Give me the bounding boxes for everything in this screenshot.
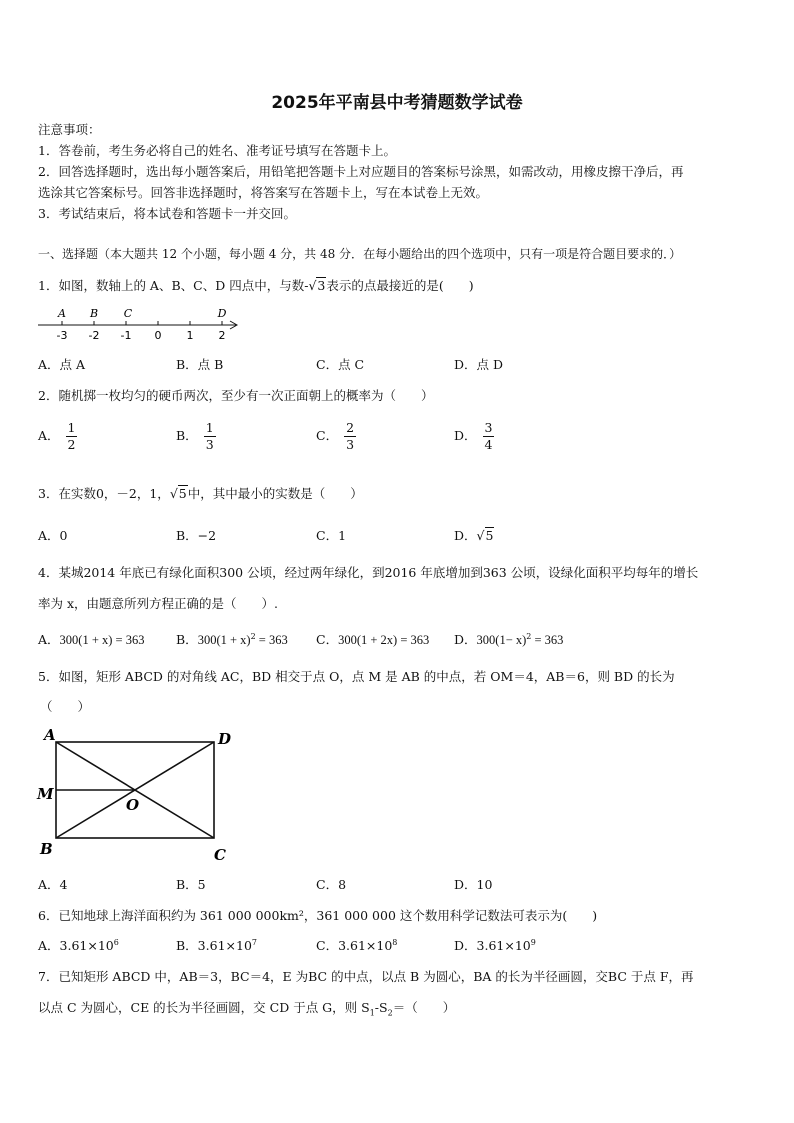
q3-option-b: B．−2 (176, 528, 217, 543)
notes-heading: 注意事项： (38, 122, 101, 137)
q4-stem-line2: 率为 x，由题意所列方程正确的是（ ）. (38, 596, 278, 611)
option-label: C． (316, 632, 339, 647)
subscript: 1 (369, 1008, 375, 1018)
number-line (36, 305, 246, 345)
equation: 300(1 + x) (197, 633, 251, 647)
q1-stem (38, 276, 474, 294)
rectangle-figure (36, 722, 246, 867)
option-label: D．3.61×10 (454, 938, 531, 953)
numerator: 1 (205, 420, 214, 435)
point-d-label: D (217, 307, 227, 320)
note-2a: 2．回答选择题时，选出每小题答案后，用铅笔把答题卡上对应题目的答案标号涂黑，如需改动，用橡皮擦干净后，再 (38, 164, 684, 179)
q7-stem-line2 (38, 998, 455, 1018)
label-a: A (44, 726, 56, 744)
subscript: 2 (387, 1008, 393, 1018)
q4-option-c (316, 630, 429, 648)
tick-label: -3 (56, 329, 68, 342)
option-label: D． (454, 428, 477, 443)
option-label: C． (316, 428, 339, 443)
equation: 300(1 + 2x) = 363 (338, 633, 430, 647)
q5-option-d: D．10 (454, 877, 493, 892)
q1-stem-pre: 1．如图，数轴上的 A、B、C、D 四点中，与数- (38, 278, 309, 293)
label-o: O (126, 796, 140, 814)
option-label: A． (38, 632, 60, 647)
sqrt-symbol: √5 (169, 486, 187, 501)
denominator: 4 (484, 437, 493, 452)
label-d: D (218, 730, 232, 748)
exponent: 7 (251, 937, 257, 947)
q1-option-d: D．点 D (454, 357, 504, 372)
point-c-label: C (123, 307, 133, 320)
q1-option-a: A．点 A (38, 357, 86, 372)
q3-radicand: 5 (178, 486, 187, 501)
denominator: 3 (346, 437, 355, 452)
fraction (483, 420, 495, 453)
q6-stem: 6．已知地球上海洋面积约为 361 000 000km²，361 000 000 这个数用科学记数法可表示为( ) (38, 908, 598, 923)
radicand: 5 (485, 528, 494, 543)
q5-option-b: B．5 (176, 877, 206, 892)
exponent: 6 (113, 937, 119, 947)
point-a-label: A (58, 307, 66, 320)
q3-stem (38, 484, 363, 502)
q4-option-b (176, 630, 288, 648)
q3-option-c: C．1 (316, 528, 347, 543)
q5-option-a: A．4 (38, 877, 68, 892)
q7-minus: -S (374, 1000, 388, 1015)
point-b-label: B (89, 307, 99, 320)
option-label: A．3.61×10 (38, 938, 114, 953)
section-heading: 一、选择题（本大题共 12 个小题，每小题 4 分，共 48 分．在每小题给出的四个选项中，只有一项是符合题目要求的．） (38, 247, 682, 261)
equation: 300(1− x) (476, 633, 527, 647)
option-label: B． (176, 428, 198, 443)
option-label: A． (38, 428, 60, 443)
sqrt-symbol: √3 (308, 278, 326, 293)
q1-radicand: 3 (317, 278, 326, 293)
q5-stem: 5．如图，矩形 ABCD 的对角线 AC，BD 相交于点 O，点 M 是 AB 的中点，若 OM＝4，AB＝6，则 BD 的长为 (38, 669, 675, 684)
option-label: B．3.61×10 (176, 938, 252, 953)
q2-option-d (454, 420, 494, 453)
exponent: 9 (530, 937, 536, 947)
tick-label: 0 (154, 329, 162, 342)
q3-stem-pre: 3．在实数0，－2，1， (38, 486, 170, 501)
label-m: M (37, 785, 54, 803)
q7-line2-post: ＝（ ） (392, 1000, 456, 1015)
q5-option-c: C．8 (316, 877, 347, 892)
q2-option-c (316, 420, 356, 453)
option-label: C．3.61×10 (316, 938, 393, 953)
denominator: 2 (67, 437, 76, 452)
q2-stem: 2．随机掷一枚均匀的硬币两次，至少有一次正面朝上的概率为（ ） (38, 388, 434, 403)
tick-label: -2 (88, 329, 100, 342)
note-2b: 选涂其它答案标号。回答非选择题时，将答案写在答题卡上，写在本试卷上无效。 (38, 185, 489, 200)
exponent: 2 (526, 631, 532, 641)
option-label: B． (176, 632, 198, 647)
tick-label: 2 (218, 329, 226, 342)
fraction (204, 420, 216, 453)
note-1: 1．答卷前，考生务必将自己的姓名、准考证号填写在答题卡上。 (38, 143, 396, 158)
numerator: 3 (484, 420, 493, 435)
fraction (344, 420, 356, 453)
q4-stem-line1: 4．某城2014 年底已有绿化面积300 公顷，经过两年绿化，到2016 年底增加到363 公顷，设绿化面积平均每年的增长 (38, 565, 699, 580)
q7-line2-pre: 以点 C 为圆心，CE 的长为半径画圆，交 CD 于点 G，则 S (38, 1000, 370, 1015)
q4-option-a (38, 630, 144, 648)
q6-option-a (38, 936, 119, 954)
label-b: B (40, 840, 53, 858)
option-label: D． (454, 632, 477, 647)
q6-option-b (176, 936, 257, 954)
q3-option-a: A．0 (38, 528, 68, 543)
numerator: 1 (67, 420, 76, 435)
equation: 300(1 + x) = 363 (59, 633, 145, 647)
note-3: 3．考试结束后，将本试卷和答题卡一并交回。 (38, 206, 296, 221)
q1-option-c: C．点 C (316, 357, 365, 372)
numerator: 2 (346, 420, 355, 435)
equation-tail: = 363 (255, 633, 288, 647)
denominator: 3 (205, 437, 214, 452)
exponent: 8 (392, 937, 398, 947)
q1-option-b: B．点 B (176, 357, 224, 372)
q3-option-d (454, 526, 494, 544)
label-c: C (214, 846, 226, 864)
q2-option-a (38, 420, 77, 453)
q2-option-b (176, 420, 216, 453)
page-title: 2025年平南县中考猜题数学试卷 (271, 93, 523, 113)
q6-option-c (316, 936, 397, 954)
option-label: D． (454, 528, 477, 543)
q3-stem-post: 中，其中最小的实数是（ ） (187, 486, 363, 501)
q4-option-d (454, 630, 563, 648)
equation-tail: = 363 (531, 633, 564, 647)
fraction (66, 420, 78, 453)
q6-option-d (454, 936, 536, 954)
sqrt-symbol: √5 (476, 528, 494, 543)
q5-paren: （ ） (40, 699, 91, 714)
q1-stem-post: 表示的点最接近的是( ) (326, 278, 474, 293)
exponent: 2 (250, 631, 256, 641)
tick-label: -1 (120, 329, 132, 342)
q7-stem-line1: 7．已知矩形 ABCD 中，AB＝3，BC＝4，E 为BC 的中点，以点 B 为圆心，BA 的长为半径画圆，交BC 于点 F，再 (38, 969, 694, 984)
tick-label: 1 (186, 329, 194, 342)
